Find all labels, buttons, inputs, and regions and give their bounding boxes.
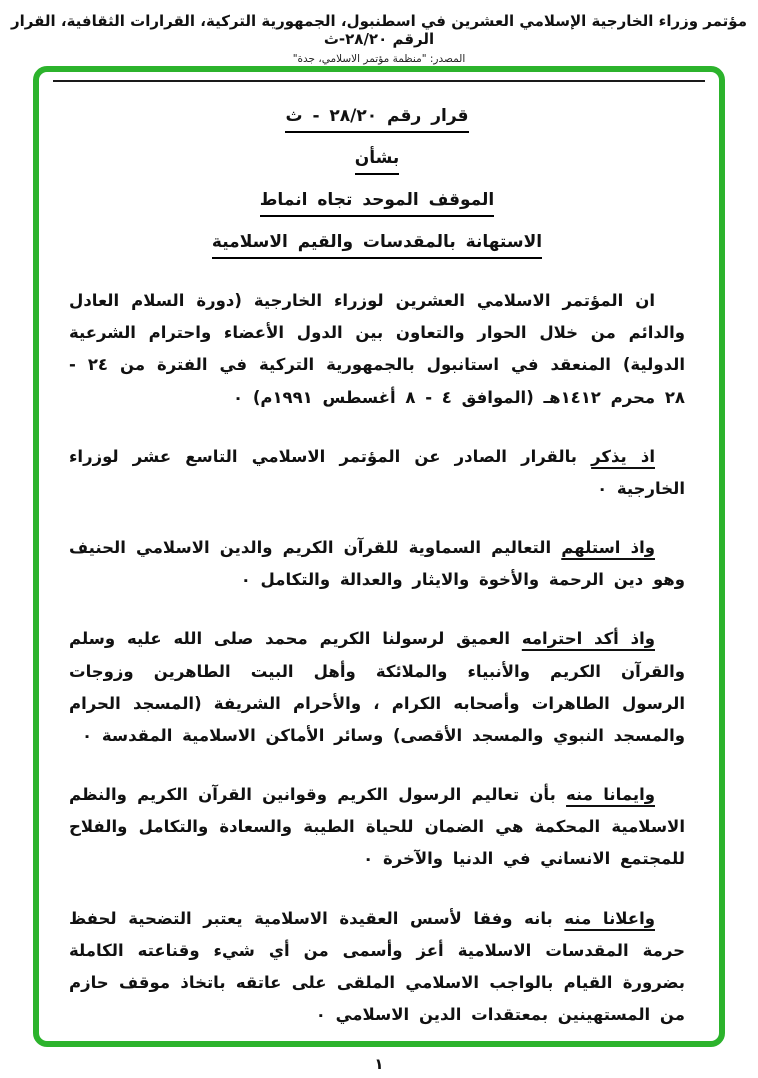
paragraph-text: بأن تعاليم الرسول الكريم وقوانين القرآن الكريم والنظم الاسلامية المحكمة هي الضمان للحياة الطيبة والسعادة والتكامل والفلاح للمجتمع الانساني في الدنيا والآخرة ٠ bbox=[69, 785, 685, 869]
resolution-subject-heading-1 bbox=[69, 190, 685, 217]
paragraph-text: التعاليم السماوية للقرآن الكريم والدين الاسلامي الحنيف وهو دين الرحمة والأخوة والايثار والعدالة والتكامل ٠ bbox=[69, 538, 685, 590]
paragraph-lead: وايمانا منه bbox=[566, 785, 655, 805]
paragraph-lead: اذ يذكر bbox=[591, 446, 655, 466]
resolution-subject-text-2: الاستهانة بالمقدسات والقيم الاسلامية bbox=[212, 232, 542, 259]
resolution-headings bbox=[69, 106, 685, 259]
paragraph bbox=[69, 623, 685, 752]
page-number: ١ bbox=[374, 1055, 384, 1073]
paragraph-text: العميق لرسولنا الكريم محمد صلى الله عليه وسلم والقرآن الكريم والأنبياء والملائكة وأهل البيت الطاهرين وزوجات الرسول الطاهرات وأصحابه الكرام ، والأحرام الشريفة (المسجد الحرام والمسجد النبوي والمسجد الأقصى) وسائر الأماكن الاسلامية المقدسة ٠ bbox=[69, 629, 685, 745]
paragraph-lead: واذ أكد احترامه bbox=[521, 629, 655, 649]
paragraph bbox=[69, 532, 685, 596]
resolution-regarding-text: بشأن bbox=[355, 148, 400, 175]
document-body bbox=[39, 82, 719, 1031]
resolution-number-text: قرار رقم ٢٨/٢٠ - ث bbox=[285, 106, 468, 133]
resolution-subject-text-1: الموقف الموحد تجاه انماط bbox=[260, 190, 494, 217]
paragraph bbox=[69, 441, 685, 505]
document-frame bbox=[33, 66, 725, 1047]
paragraph bbox=[69, 903, 685, 1032]
paragraph-text: بالقرار الصادر عن المؤتمر الاسلامي التاسع عشر لوزراء الخارجية ٠ bbox=[69, 446, 685, 498]
resolution-regarding-heading bbox=[69, 148, 685, 175]
paragraph-text: بانه وفقا لأسس العقيدة الاسلامية يعتبر التضحية لحفظ حرمة المقدسات الاسلامية أعز وأسمى من أي شيء وقناعته الكاملة بضرورة القيام بالواجب الاسلامي الملقى على عاتقه باتخاذ موقف حازم من المستهينين بمعتقدات الدين الاسلامي ٠ bbox=[69, 908, 685, 1025]
resolution-subject-heading-2 bbox=[69, 232, 685, 259]
resolution-number-heading bbox=[69, 106, 685, 133]
paragraph-text: ان المؤتمر الاسلامي العشرين لوزراء الخارجية (دورة السلام العادل والدائم من خلال الحوار والتعاون بين الدول الأعضاء واحترام الشرعية الدولية) المنعقد في استانبول بالجمهورية التركية في الفترة من ٢٤ - ٢٨ محرم ١٤١٢هـ (الموافق ٤ - ٨ أغسطس ١٩٩١م) ٠ bbox=[69, 291, 686, 407]
paragraph-lead: واذ استلهم bbox=[561, 538, 655, 558]
document-title: مؤتمر وزراء الخارجية الإسلامي العشرين في اسطنبول، الجمهورية التركية، القرارات الثقافية، القرار الرقم ٢٨/٢٠-ث bbox=[10, 12, 747, 48]
paragraph bbox=[69, 779, 685, 876]
resolution-paragraphs bbox=[69, 285, 685, 1031]
paragraph-lead: واعلانا منه bbox=[564, 908, 655, 928]
source-note: المصدر: "منظمة مؤتمر الاسلامي، جدة" bbox=[292, 53, 466, 65]
paragraph bbox=[69, 285, 685, 414]
